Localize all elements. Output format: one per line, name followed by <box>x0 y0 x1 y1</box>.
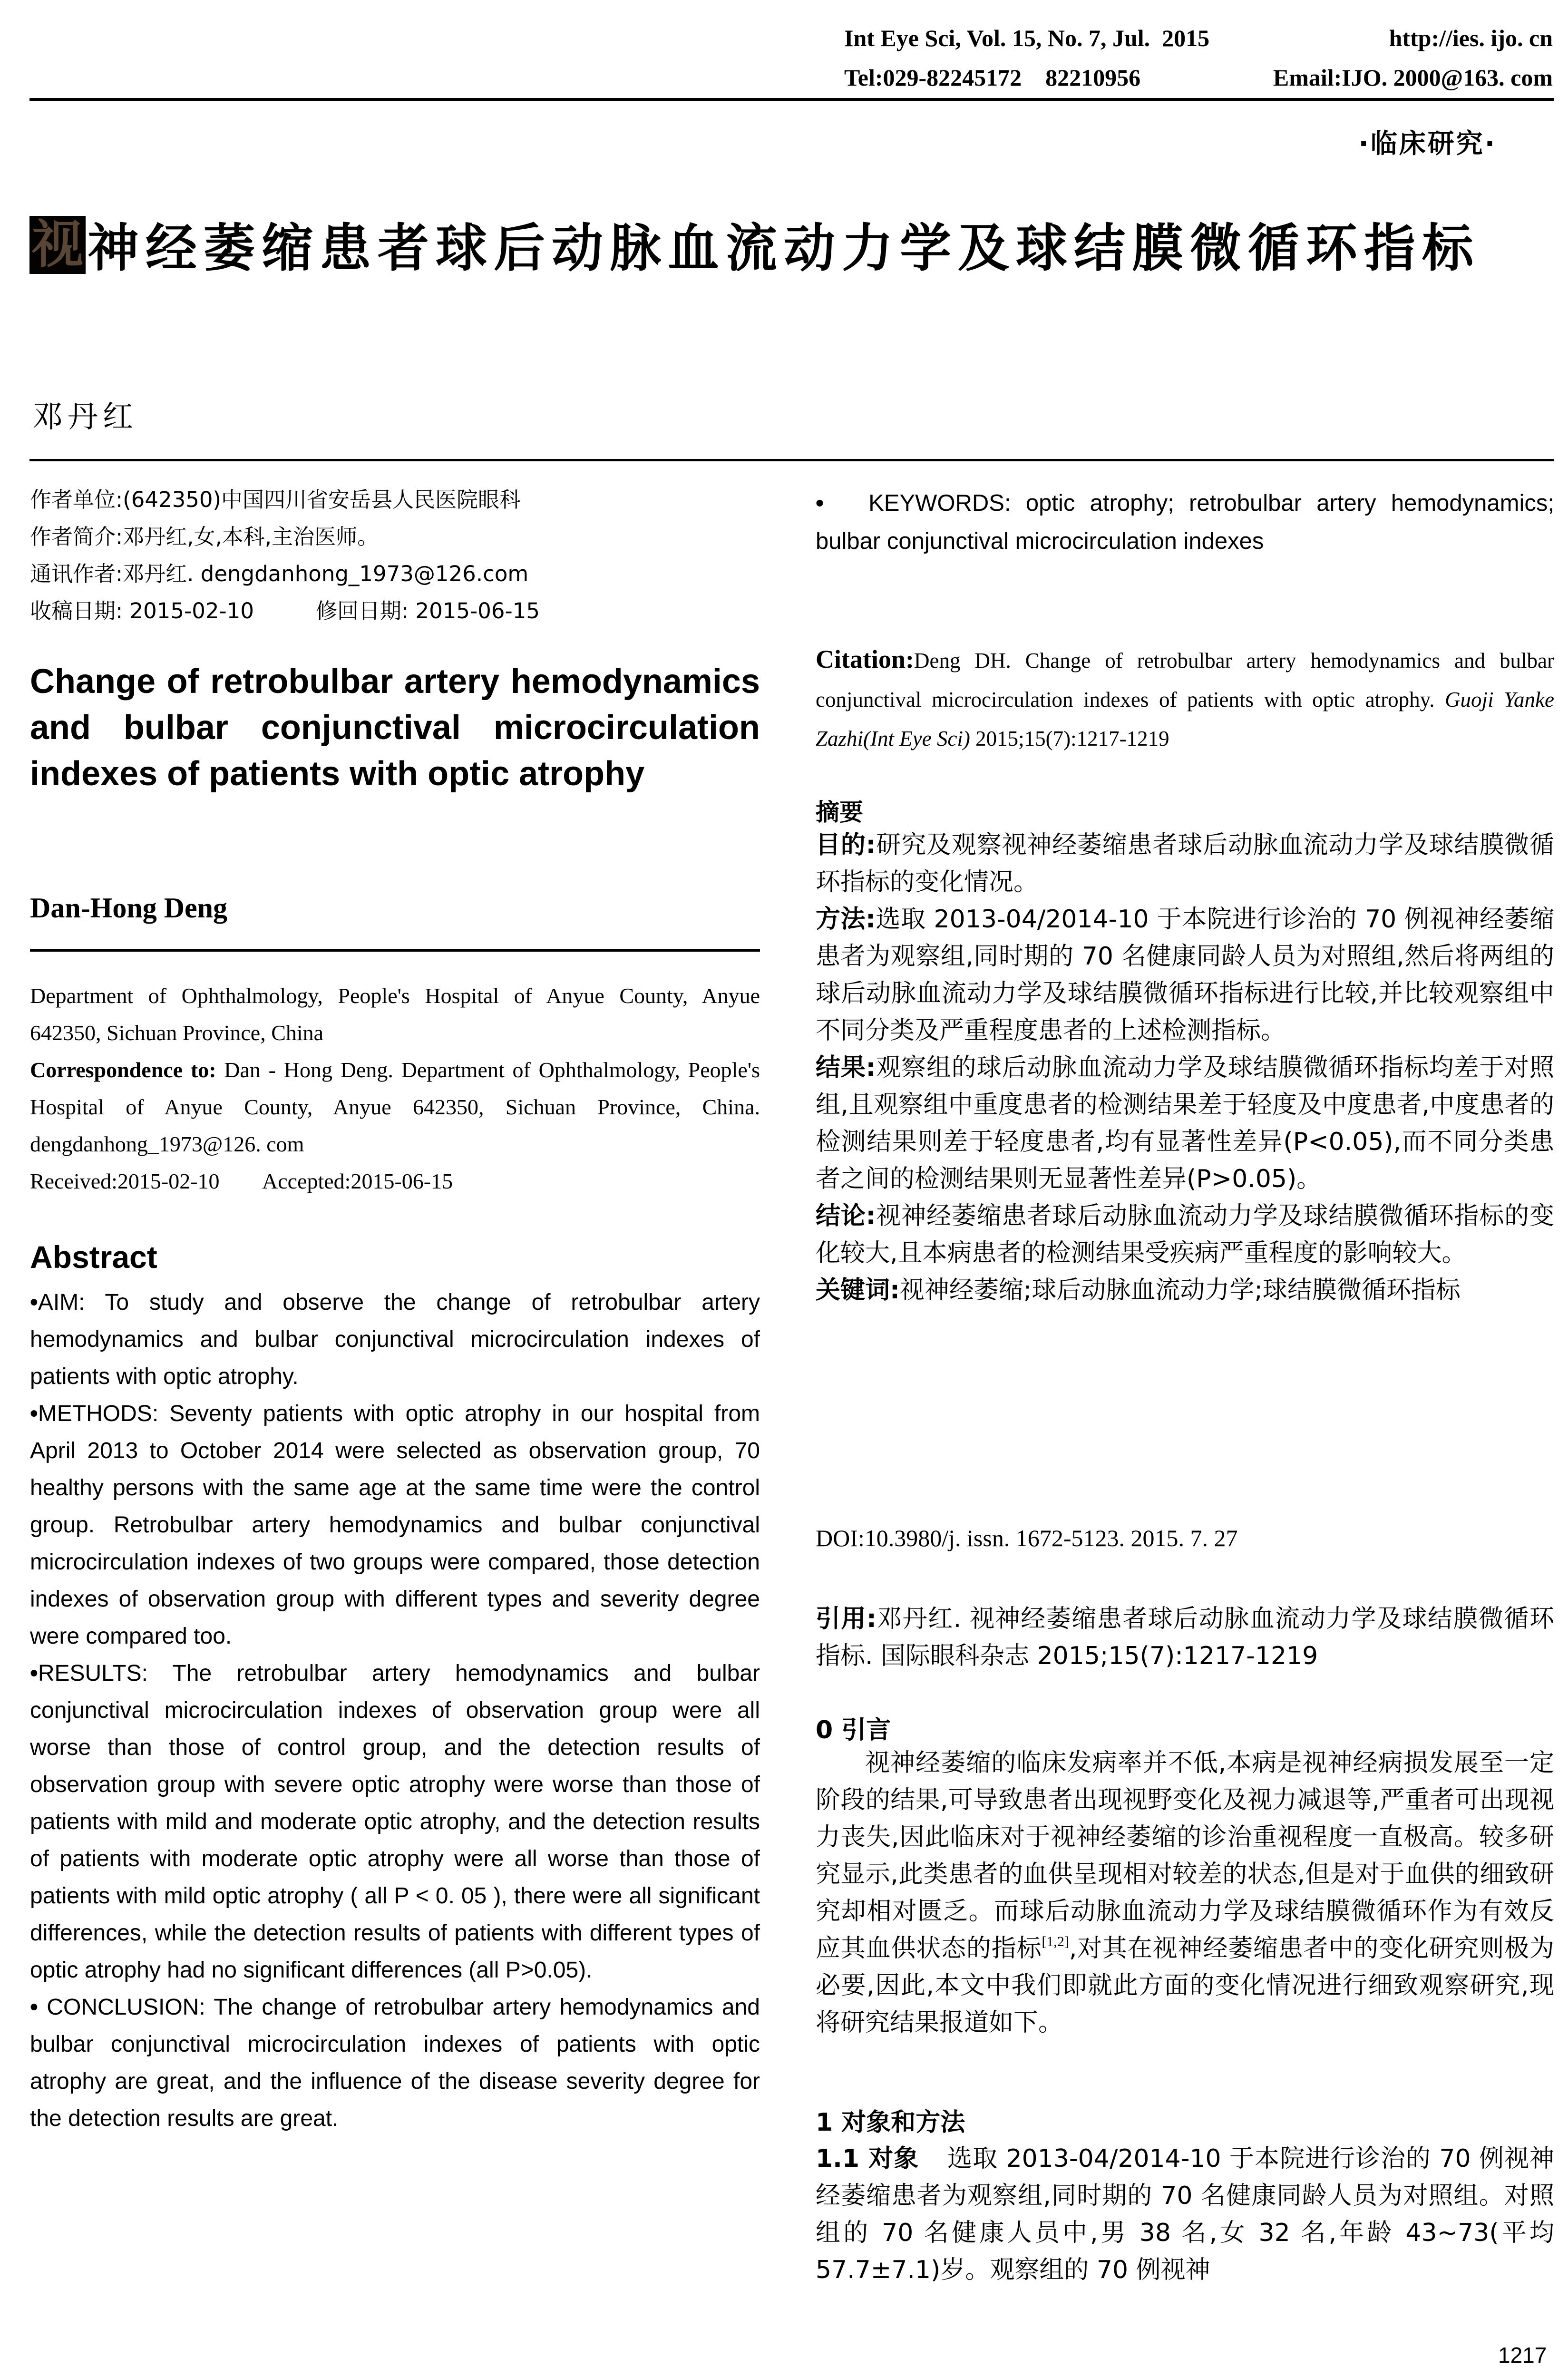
section-1-1 <box>816 2140 1554 2289</box>
cn-affiliation: 作者单位:(642350)中国四川省安岳县人民医院眼科 <box>30 487 521 512</box>
cn-citation: 引用:邓丹红. 视神经萎缩患者球后动脉血流动力学及球结膜微循环指标. 国际眼科杂志 2015;15(7):1217-1219 <box>816 1605 1555 1670</box>
accepted-en: Accepted:2015-06-15 <box>262 1169 453 1193</box>
cn-abstract-body <box>816 827 1554 1309</box>
author-name-cn: 邓丹红 <box>32 399 138 435</box>
article-title-cn <box>29 205 1556 292</box>
keywords-text: optic atrophy; retrobulbar artery hemodynamics; bulbar conjunctival microcirculation indexes <box>816 490 1554 554</box>
citation-journal: Guoji Yanke Zazhi(Int Eye Sci) <box>816 688 1554 750</box>
abstract-heading: Abstract <box>30 1239 157 1275</box>
cn-methods: 方法:选取 2013-04/2014-10 于本院进行诊治的 70 例视神经萎缩患者为观察组,同时期的 70 名健康同龄人员为对照组,然后将两组的球后动脉血流动力学及球结膜微循环指标进行比较,并比较观察组中不同分类及严重程度患者的上述检测指标。 <box>816 905 1554 1045</box>
cn-revised: 修回日期: 2015-06-15 <box>315 598 540 623</box>
dates-en <box>30 1163 760 1200</box>
bullet-icon: • <box>30 1290 38 1315</box>
title-drop-char: 视 <box>29 216 86 274</box>
affiliation-block <box>30 977 760 1163</box>
bullet-icon: • <box>30 1995 38 2020</box>
cn-dates <box>30 593 760 630</box>
section-tag: ·临床研究· <box>1358 128 1497 159</box>
abstract-methods: •METHODS: Seventy patients with optic atrophy in our hospital from April 2013 to October 2014 were selected as observation group, 70 healthy persons with the same age at the same time were the control group. Retrobulbar artery hemodynamics and bulbar conjunctival microcirculation indexes of two groups were compared, those detection indexes of observation group with different types and severity degree were compared too. <box>30 1401 760 1649</box>
title-rest: 神经萎缩患者球后动脉血流动力学及球结膜微循环指标 <box>88 219 1480 278</box>
intro-body <box>816 1744 1554 2041</box>
correspondence <box>30 1052 760 1163</box>
cn-received: 收稿日期: 2015-02-10 <box>30 598 254 623</box>
header-rule <box>29 98 1554 101</box>
journal-tel: Tel:029-82245172 82210956 <box>844 64 1141 91</box>
author-rule <box>30 949 760 952</box>
cn-aim: 目的:研究及观察视神经萎缩患者球后动脉血流动力学及球结膜微循环指标的变化情况。 <box>816 831 1554 896</box>
author-name-en: Dan-Hong Deng <box>30 892 228 924</box>
journal-issue-line: Int Eye Sci, Vol. 15, No. 7, Jul. 2015 <box>844 25 1210 51</box>
section-1-heading: 1 对象和方法 <box>816 2108 965 2137</box>
cn-keywords: 关键词:视神经萎缩;球后动脉血流动力学;球结膜微循环指标 <box>816 1276 1461 1305</box>
journal-url[interactable]: http://ies. ijo. cn <box>1389 25 1553 51</box>
cn-metadata <box>30 481 760 630</box>
citation-en: Citation:Deng DH. Change of retrobulbar artery hemodynamics and bulbar conjunctival microcirculation indexes of patients with optic atrophy. Guoji Yanke Zazhi(Int Eye Sci) 2015;15(7):1217-1219 <box>816 645 1554 750</box>
title-rule <box>29 459 1554 461</box>
journal-email[interactable]: Email:IJO. 2000@163. com <box>1273 64 1553 91</box>
page-number: 1217 <box>1498 2343 1547 2367</box>
intro-paragraph: 视神经萎缩的临床发病率并不低,本病是视神经病损发展至一定阶段的结果,可导致患者出现视野变化及视力减退等,严重者可出现视力丧失,因此临床对于视神经萎缩的诊治重视程度一直极高。较多研究显示,此类患者的血供呈现相对较差的状态,但是对于血供的细致研究却相对匮乏。而球后动脉血流动力学及球结膜微循环作为有效反应其血供状态的指标[1,2],对其在视神经萎缩患者中的变化研究则极为必要,因此,本文中我们即就此方面的变化情况进行细致观察研究,现将研究结果报道如下。 <box>816 1749 1554 2037</box>
abstract-results: •RESULTS: The retrobulbar artery hemodynamics and bulbar conjunctival microcirculation indexes of observation group were all worse than those of control group, and the detection results of observation group with severe optic atrophy were worse than those of patients with mild and moderate optic atrophy, and the detection results of patients with moderate optic atrophy were all worse than those of patients with mild optic atrophy ( all P < 0. 05 ), there were all significant differences, while the detection results of patients with different types of optic atrophy had no significant differences (all P>0.05). <box>30 1661 760 1983</box>
article-title-en: Change of retrobulbar artery hemodynamics and bulbar conjunctival microcirculation indexes of patients with optic atrophy <box>30 662 760 793</box>
received-en: Received:2015-02-10 <box>30 1169 220 1193</box>
abstract-body <box>30 1284 760 2137</box>
cn-conclusion: 结论:视神经萎缩患者球后动脉血流动力学及球结膜微循环指标的变化较大,且本病患者的检测结果受疾病严重程度的影响较大。 <box>816 1202 1554 1267</box>
doi[interactable]: DOI:10.3980/j. issn. 1672-5123. 2015. 7. 27 <box>816 1525 1238 1551</box>
correspondence-text: Dan - Hong Deng. Department of Ophthalmology, People's Hospital of Anyue County, Anyue 642350, Sichuan Province, China. dengdanhong_1973@126. com <box>30 1058 760 1156</box>
citation-label: Citation: <box>816 645 914 673</box>
cn-results: 结果:观察组的球后动脉血流动力学及球结膜微循环指标均差于对照组,且观察组中重度患者的检测结果差于轻度及中度患者,中度患者的检测结果则差于轻度患者,均有显著性差异(P<0.05),而不同分类患者之间的检测结果则无显著性差异(P>0.05)。 <box>816 1053 1554 1193</box>
abstract-aim: •AIM: To study and observe the change of retrobulbar artery hemodynamics and bulbar conjunctival microcirculation indexes of patients with optic atrophy. <box>30 1290 760 1389</box>
intro-heading: 0 引言 <box>816 1716 891 1744</box>
bullet-icon: • <box>30 1401 38 1426</box>
cn-citation-label: 引用: <box>816 1605 877 1633</box>
section-1-1-label: 1.1 对象 <box>816 2144 919 2173</box>
abstract-conclusion: • CONCLUSION: The change of retrobulbar artery hemodynamics and bulbar conjunctival microcirculation indexes of patients with optic atrophy are great, and the influence of the disease severity degree for the detection results are great. <box>30 1995 760 2131</box>
cn-bio: 作者简介:邓丹红,女,本科,主治医师。 <box>30 524 379 549</box>
cn-abstract-heading: 摘要 <box>816 799 863 826</box>
section-1-1-text: 选取 2013-04/2014-10 于本院进行诊治的 70 例视神经萎缩患者为观察组,同时期的 70 名健康同龄人员为对照组。对照组的 70 名健康人员中,男 38 名,女 32 名,年龄 43~73(平均 57.7±7.1)岁。观察组的 70 例视神 <box>816 2144 1554 2284</box>
bullet-icon: • <box>816 490 824 516</box>
cn-corresponding: 通讯作者:邓丹红. dengdanhong_1973@126.com <box>30 561 529 586</box>
correspondence-label: Correspondence to: <box>30 1058 216 1082</box>
reference-marker[interactable]: [1,2] <box>1042 1934 1069 1949</box>
keywords-label: KEYWORDS: <box>868 490 1011 516</box>
keywords-en <box>816 484 1554 560</box>
bullet-icon: • <box>30 1661 38 1686</box>
affiliation-en: Department of Ophthalmology, People's Hospital of Anyue County, Anyue 642350, Sichuan Province, China <box>30 984 760 1045</box>
